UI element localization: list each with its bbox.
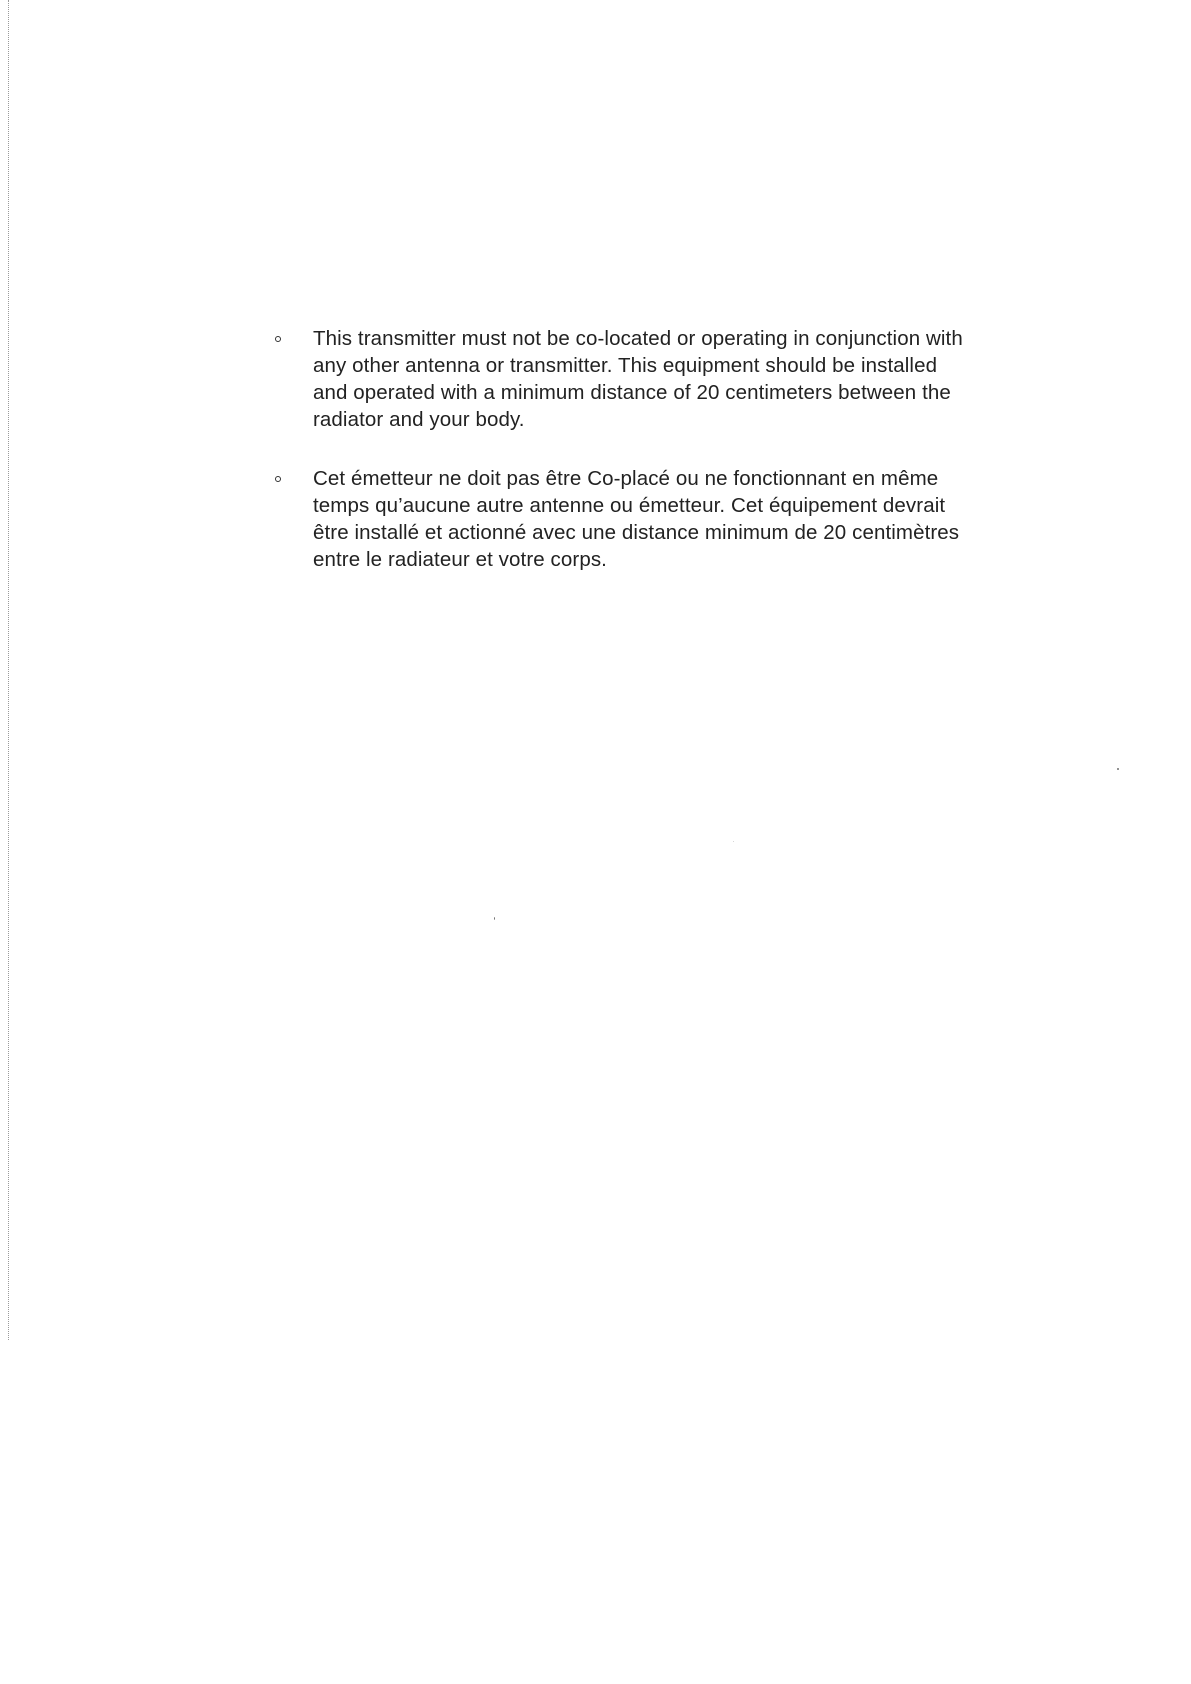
bullet-icon (275, 476, 281, 482)
bullet-icon (275, 336, 281, 342)
scan-edge-line (8, 0, 9, 1340)
english-notice-text: This transmitter must not be co-located or operating in conjunction with any other antenna or transmitter. This equipment should be installed and operated with a minimum distance of 20 centimeters between the radiator and your body. (313, 327, 963, 431)
list-item-french-notice (275, 465, 975, 573)
french-notice-text: Cet émetteur ne doit pas être Co-placé ou ne fonctionnant en même temps qu’aucune autre antenne ou émetteur. Cet équipement devrait être installé et actionné avec une distance minimum de 20 centimètres entre le radiateur et votre corps. (313, 467, 960, 571)
rf-exposure-notice-list (275, 325, 975, 605)
list-item-english-notice (275, 325, 975, 433)
scan-speck (1117, 768, 1119, 770)
scan-speck (733, 841, 734, 842)
scan-speck (494, 917, 495, 920)
